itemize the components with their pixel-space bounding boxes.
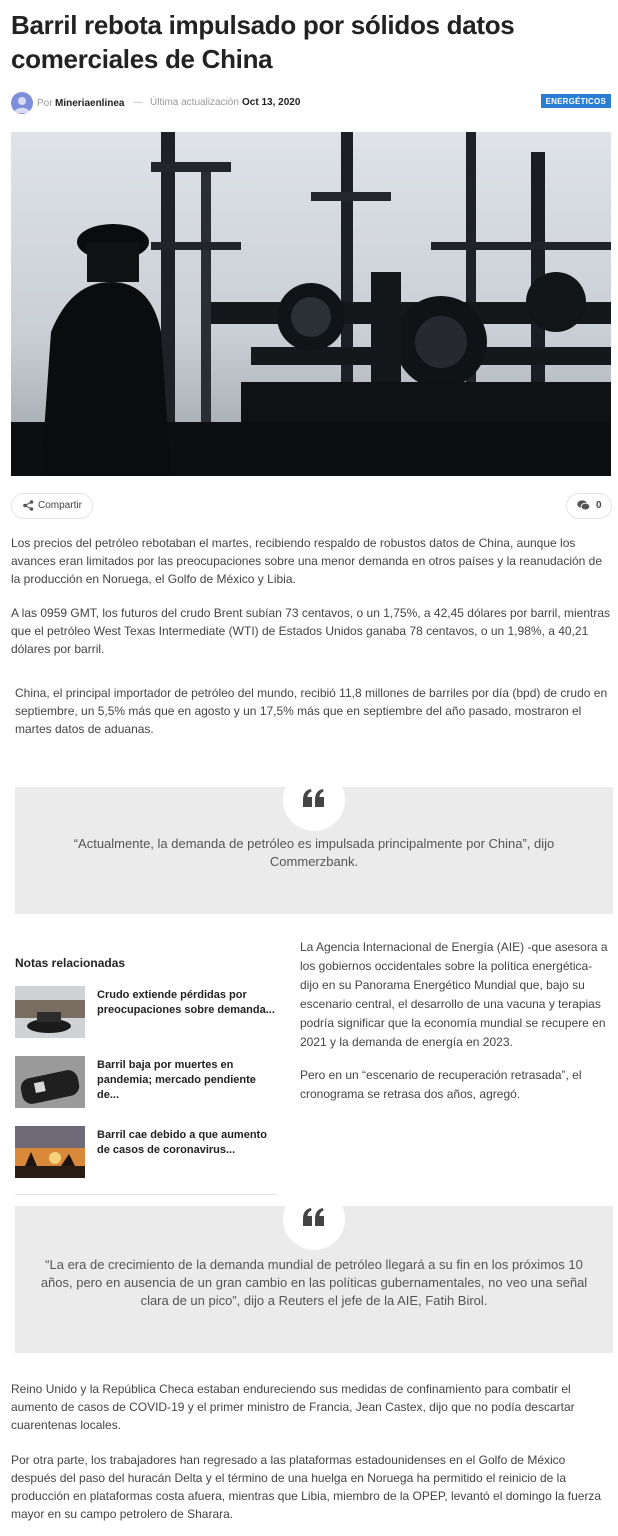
related-item-title[interactable]: Barril cae debido a que aumento de casos de coronavirus... xyxy=(97,1129,267,1156)
related-thumbnail[interactable] xyxy=(15,1126,85,1178)
related-item[interactable] xyxy=(15,986,277,1040)
related-thumbnail[interactable] xyxy=(15,1056,85,1108)
article-paragraph: Los precios del petróleo rebotaban el martes, recibiendo respaldo de robustos datos de China, aunque los avances eran limitados por las preocupaciones sobre una menor demanda en otros países y la reanudación de la producción en Noruega, el Golfo de México y Libia. xyxy=(11,536,603,586)
related-divider xyxy=(15,1194,277,1195)
comments-button[interactable] xyxy=(566,493,612,519)
quote-icon xyxy=(302,788,326,810)
user-avatar-icon[interactable] xyxy=(11,92,33,114)
quote-badge xyxy=(283,1188,345,1250)
related-item-title[interactable]: Crudo extiende pérdidas por preocupaciones sobre demanda... xyxy=(97,989,275,1016)
article-paragraph: Pero en un “escenario de recuperación retrasada”, el cronograma se retrasa dos años, agregó. xyxy=(300,1068,582,1101)
article-paragraph: Reino Unido y la República Checa estaban endureciendo sus medidas de confinamiento para combatir el aumento de casos de COVID-19 y el primer ministro de Francia, Jean Castex, dijo que no podía descartar cuarentenas locales. xyxy=(11,1382,575,1432)
updated-label: Última actualización xyxy=(150,97,239,108)
updated-date: Oct 13, 2020 xyxy=(242,97,301,108)
quote-badge xyxy=(283,769,345,831)
author-prefix: Por xyxy=(37,98,53,109)
related-notes xyxy=(15,940,277,1196)
quote-text: “La era de crecimiento de la demanda mundial de petróleo llegará a su fin en los próximos 10 años, pero en ausencia de un gran cambio en las políticas gubernamentales, no veo una señal clara de un pico”, dijo a Reuters el jefe de la AIE, Fatih Birol. xyxy=(40,1257,588,1308)
article-paragraph: La Agencia Internacional de Energía (AIE) -que asesora a los gobiernos occidentales sobre la política energética- dijo en su Panorama Energético Mundial que, bajo su escenario central, el desarrollo de una vacuna y terapias podría significar que la economía mundial se recupere en 2021 y la demanda de energía en 2023. xyxy=(300,940,608,1049)
author-link[interactable]: Mineriaenlinea xyxy=(55,98,125,109)
article-paragraph: China, el principal importador de petróleo del mundo, recibió 11,8 millones de barriles por día (bpd) de crudo en septiembre, un 5,5% más que en agosto y un 17,5% más que en septiembre del año pasado, mostraron el martes datos de aduanas. xyxy=(15,686,608,736)
article-title: Barril rebota impulsado por sólidos datos comerciales de China xyxy=(11,10,515,74)
comment-icon xyxy=(577,500,590,511)
related-thumbnail[interactable] xyxy=(15,986,85,1038)
article-paragraph: A las 0959 GMT, los futuros del crudo Brent subían 73 centavos, o un 1,75%, a 42,45 dólares por barril, mientras que el petróleo West Texas Intermediate (WTI) de Estados Unidos ganaba 78 centavos, o un 1,98%, a 40,21 dólares por barril. xyxy=(11,606,611,656)
related-item[interactable] xyxy=(15,1126,277,1180)
hero-image xyxy=(11,132,611,476)
related-item-title[interactable]: Barril baja por muertes en pandemia; mercado pendiente de... xyxy=(97,1059,256,1101)
share-label: Compartir xyxy=(38,500,82,511)
share-button[interactable] xyxy=(11,493,93,519)
pull-quote xyxy=(15,787,613,914)
related-item[interactable] xyxy=(15,1056,277,1110)
pull-quote xyxy=(15,1206,613,1353)
article-meta xyxy=(11,92,611,114)
article-paragraph: Por otra parte, los trabajadores han regresado a las plataformas estadounidenses en el Golfo de México después del paso del huracán Delta y el término de una huelga en Noruega ha permitido el reinicio de la producción en plataformas costa afuera, mientras que Libia, miembro de la OPEP, levantó el domingo la fuerza mayor en su campo petrolero de Sharara. xyxy=(11,1453,602,1521)
quote-icon xyxy=(302,1207,326,1229)
related-title: Notas relacionadas xyxy=(15,956,126,970)
share-icon xyxy=(23,500,34,511)
category-badge[interactable]: ENERGÉTICOS xyxy=(541,94,611,108)
quote-text: “Actualmente, la demanda de petróleo es impulsada principalmente por China”, dijo Commerzbank. xyxy=(73,836,555,869)
meta-separator: — xyxy=(133,97,143,108)
comment-count: 0 xyxy=(596,500,602,511)
